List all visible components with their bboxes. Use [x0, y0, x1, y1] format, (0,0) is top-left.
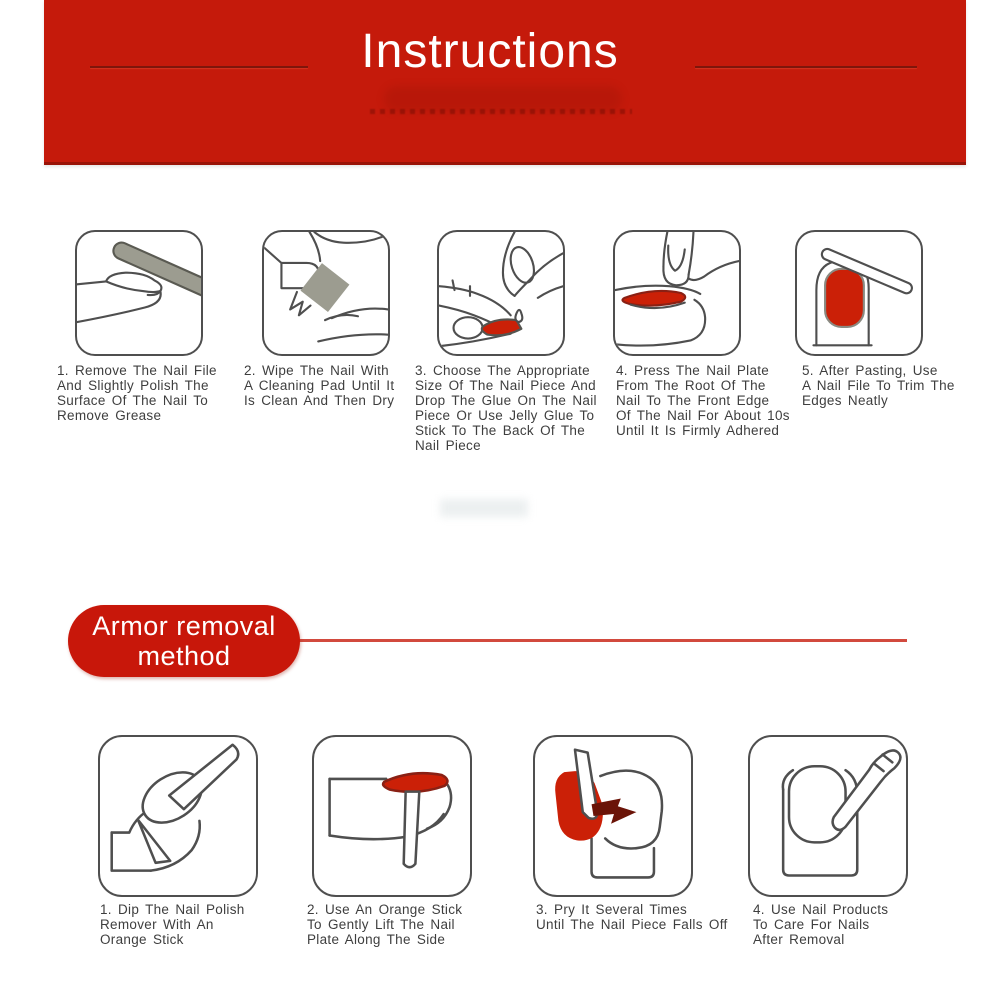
apply-step-4-card: [613, 230, 741, 356]
dip-remover-stick-icon: [100, 737, 256, 895]
removal-step-1-caption: 1. Dip The Nail Polish Remover With An Orange Stick: [100, 902, 245, 947]
removal-step-4-card: [748, 735, 908, 897]
lift-nail-plate-icon: [314, 737, 470, 895]
apply-step-1-card: [75, 230, 203, 356]
removal-step-2-card: [312, 735, 472, 897]
removal-section-title: Armor removal method: [92, 611, 276, 671]
header-banner: [44, 0, 966, 165]
apply-step-3-caption: 3. Choose The Appropriate Size Of The Nail Piece And Drop The Glue On The Nail Piece Or Use Jelly Glue To Stick To The Back Of The Nail Piece: [415, 363, 597, 453]
apply-step-5-caption: 5. After Pasting, Use A Nail File To Trim The Edges Neatly: [802, 363, 955, 408]
banner-watermark-dashes: [370, 109, 632, 114]
glue-drop-icon: [439, 232, 563, 354]
cleaning-pad-wipe-icon: [264, 232, 388, 354]
faint-watermark: [440, 499, 528, 517]
trim-edges-file-icon: [797, 232, 921, 354]
apply-step-1-caption: 1. Remove The Nail File And Slightly Polish The Surface Of The Nail To Remove Grease: [57, 363, 217, 423]
care-after-removal-icon: [750, 737, 906, 895]
apply-step-2-caption: 2. Wipe The Nail With A Cleaning Pad Until It Is Clean And Then Dry: [244, 363, 395, 408]
removal-step-2-caption: 2. Use An Orange Stick To Gently Lift The Nail Plate Along The Side: [307, 902, 463, 947]
pry-nail-piece-icon: [535, 737, 691, 895]
removal-step-3-card: [533, 735, 693, 897]
apply-step-2-card: [262, 230, 390, 356]
apply-step-5-card: [795, 230, 923, 356]
apply-step-3-card: [437, 230, 565, 356]
removal-step-1-card: [98, 735, 258, 897]
removal-section-badge: [68, 605, 300, 677]
nail-file-polish-icon: [77, 232, 201, 354]
removal-step-4-caption: 4. Use Nail Products To Care For Nails After Removal: [753, 902, 889, 947]
removal-step-3-caption: 3. Pry It Several Times Until The Nail Piece Falls Off: [536, 902, 728, 932]
page-title: Instructions: [361, 25, 619, 78]
removal-section-line: [296, 639, 907, 642]
apply-step-4-caption: 4. Press The Nail Plate From The Root Of The Nail To The Front Edge Of The Nail For About 10s Until It Is Firmly Adhered: [616, 363, 790, 438]
press-nail-plate-icon: [615, 232, 739, 354]
